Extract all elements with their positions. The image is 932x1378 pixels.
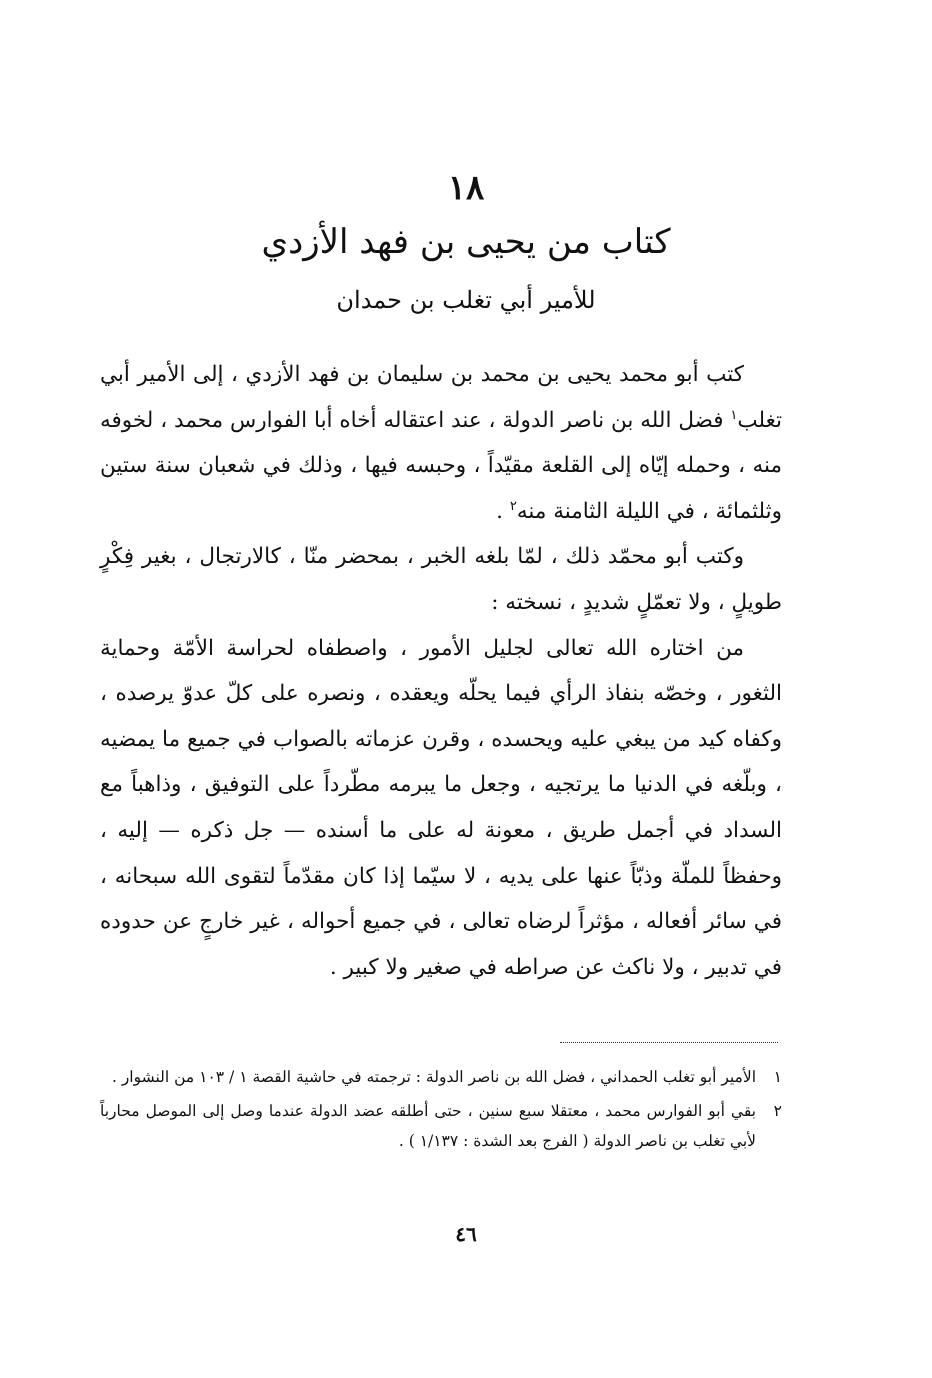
footnote-ref-2: ٢ — [509, 498, 517, 514]
paragraph-1-text-a: كتب أبو محمد يحيى بن محمد بن سليمان بن فهد الأزدي ، إلى الأمير أبي تغلب — [100, 362, 782, 433]
footnote-ref-1: ١ — [730, 407, 738, 423]
chapter-number: ١٨ — [447, 168, 485, 208]
paragraph-1-text-b: فضل الله بن ناصر الدولة ، عند اعتقاله أخاه أبا الفوارس محمد ، لخوفه منه ، وحمله إيّاه إلى القلعة مقيّداً ، وحبسه فيها ، وذلك في شعبان سنة ستين وثلثمائة ، في الليلة الثامنة منه — [100, 407, 782, 524]
footnotes — [100, 1062, 782, 1160]
footnote-text: الأمير أبو تغلب الحمداني ، فضل الله بن ناصر الدولة : ترجمته في حاشية القصة ١ / ١٠٣ من النشوار . — [111, 1068, 756, 1086]
footnote-number: ١ — [773, 1068, 782, 1086]
footnote-2 — [100, 1096, 782, 1156]
footnote-divider — [560, 1042, 778, 1043]
footnote-text: بقي أبو الفوارس محمد ، معتقلا سبع سنين ، حتى أطلقه عضد الدولة عندما وصل إلى الموصل محارباً لأبي تغلب بن ناصر الدولة ( الفرج بعد الشدة : ١/١٣٧ ) . — [100, 1102, 756, 1150]
paragraph-3: من اختاره الله تعالى لجليل الأمور ، واصطفاه لحراسة الأمّة وحماية الثغور ، وخصّه بنفاذ الرأي فيما يحلّه ويعقده ، ونصره على كلّ عدوّ يرصده ، وكفاه كيد من يبغي عليه ويحسده ، وقرن عزماته بالصواب في جميع ما يمضيه ، وبلّغه في الدنيا ما يرتجيه ، وجعل ما يبرمه مطّرداً على التوفيق ، وذاهباً مع السداد في أجمل طريق ، معونة له على ما أسنده — جل ذكره — إليه ، وحفظاً للملّة وذبّاً عنها على يديه ، لا سيّما إذا كان مقدّماً لتقوى الله سبحانه ، في سائر أفعاله ، مؤثراً لرضاه تعالى ، في جميع أحواله ، غير خارجٍ عن حدوده في تدبير ، ولا ناكث عن صراطه في صغير ولا كبير . — [100, 635, 782, 980]
paragraph-1-text-c: . — [496, 498, 510, 524]
body-text — [100, 352, 782, 990]
paragraph-2: وكتب أبو محمّد ذلك ، لمّا بلغه الخبر ، بمحضر منّا ، كالارتجال ، بغير فِكْرٍ طويلٍ ، ولا تعمّلٍ شديدٍ ، نسخته : — [100, 544, 782, 615]
page-title: كتاب من يحيى بن فهد الأزدي — [261, 222, 671, 262]
page-subtitle: للأمير أبي تغلب بن حمدان — [336, 286, 596, 314]
page-number: ٤٦ — [455, 1222, 477, 1246]
footnote-number: ٢ — [773, 1102, 782, 1120]
footnote-1 — [100, 1062, 782, 1092]
paragraph-1 — [100, 352, 782, 534]
